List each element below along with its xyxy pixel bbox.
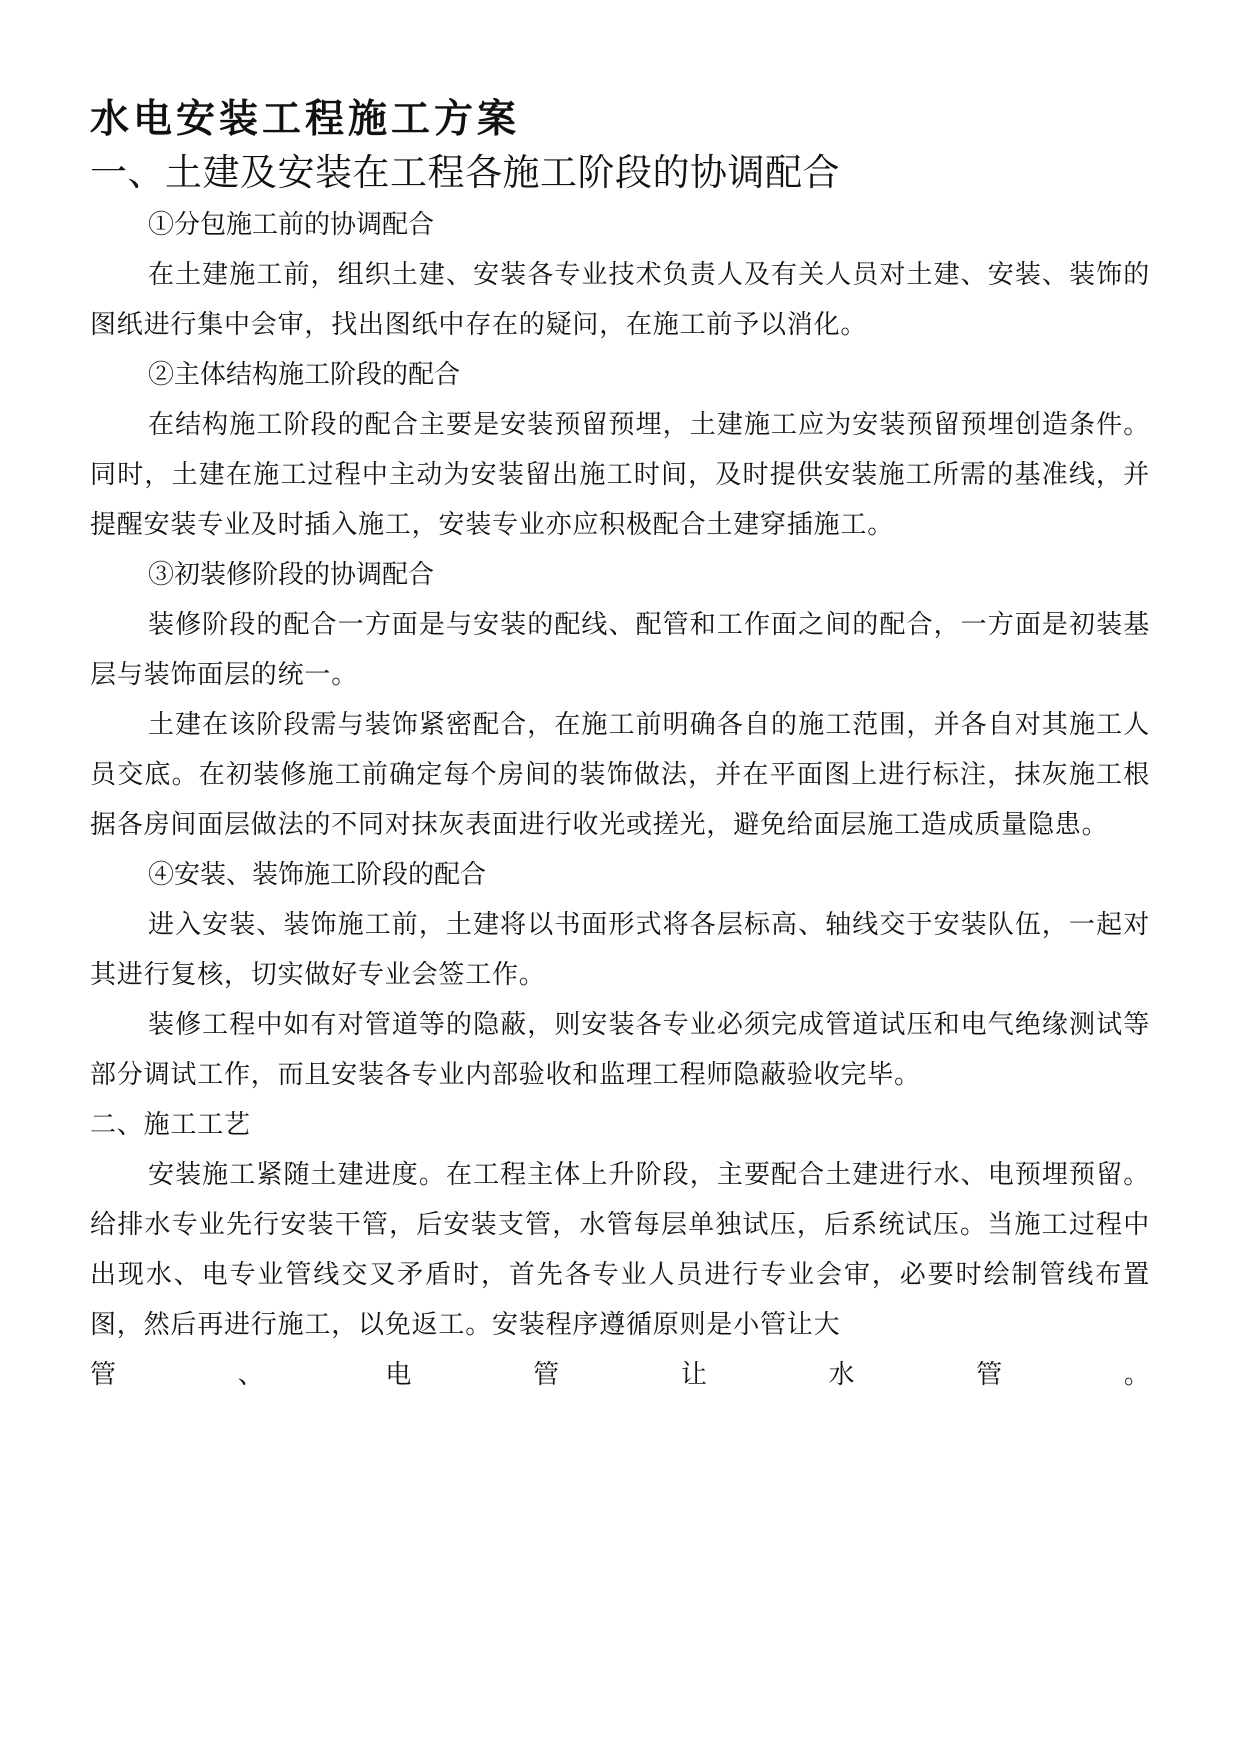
section-2-heading: 二、施工工艺	[90, 1110, 251, 1140]
paragraph-2-1: 在结构施工阶段的配合主要是安装预留预埋，土建施工应为安装预留预埋创造条件。同时，土建在施工过程中主动为安装留出施工时间，及时提供安装施工所需的基准线，并提醒安装专业及时插入施工，安装专业亦应积极配合土建穿插施工。	[90, 410, 1150, 540]
paragraph-4-1: 进入安装、装饰施工前，土建将以书面形式将各层标高、轴线交于安装队伍，一起对其进行复核，切实做好专业会签工作。	[90, 910, 1150, 990]
paragraph-1-1: 在土建施工前，组织土建、安装各专业技术负责人及有关人员对土建、安装、装饰的图纸进行集中会审，找出图纸中存在的疑问，在施工前予以消化。	[90, 260, 1150, 340]
spread-char-6: 水	[828, 1360, 855, 1390]
spread-char-4: 管	[533, 1360, 560, 1390]
spread-char-2: 、	[237, 1360, 264, 1390]
paragraph-3-1: 装修阶段的配合一方面是与安装的配线、配管和工作面之间的配合，一方面是初装基层与装饰面层的统一。	[90, 610, 1150, 690]
subheading-4: ④安装、装饰施工阶段的配合	[148, 860, 487, 890]
spread-char-5: 让	[680, 1360, 707, 1390]
paragraph-3-2: 土建在该阶段需与装饰紧密配合，在施工前明确各自的施工范围，并各自对其施工人员交底。在初装修施工前确定每个房间的装饰做法，并在平面图上进行标注，抹灰施工根据各房间面层做法的不同对抹灰表面进行收光或搓光，避免给面层施工造成质量隐患。	[90, 710, 1150, 840]
spread-char-8: 。	[1123, 1360, 1150, 1390]
document-content	[90, 92, 1150, 1400]
spread-char-1: 管	[90, 1360, 117, 1390]
paragraph-5-1: 安装施工紧随土建进度。在工程主体上升阶段，主要配合土建进行水、电预埋预留。给排水专业先行安装干管，后安装支管，水管每层单独试压，后系统试压。当施工过程中出现水、电专业管线交叉矛盾时，首先各专业人员进行专业会审，必要时绘制管线布置图，然后再进行施工，以免返工。安装程序遵循原则是小管让大	[90, 1160, 1150, 1340]
spread-char-7: 管	[976, 1360, 1003, 1390]
spread-last-line	[90, 1350, 1150, 1400]
paragraph-4-2: 装修工程中如有对管道等的隐蔽，则安装各专业必须完成管道试压和电气绝缘测试等部分调试工作，而且安装各专业内部验收和监理工程师隐蔽验收完毕。	[90, 1010, 1150, 1090]
section-1-heading: 一、土建及安装在工程各施工阶段的协调配合	[90, 151, 840, 194]
subheading-1: ①分包施工前的协调配合	[148, 210, 435, 240]
spread-char-3: 电	[385, 1360, 412, 1390]
subheading-2: ②主体结构施工阶段的配合	[148, 360, 461, 390]
subheading-3: ③初装修阶段的协调配合	[148, 560, 435, 590]
document-title: 水电安装工程施工方案	[90, 96, 521, 142]
